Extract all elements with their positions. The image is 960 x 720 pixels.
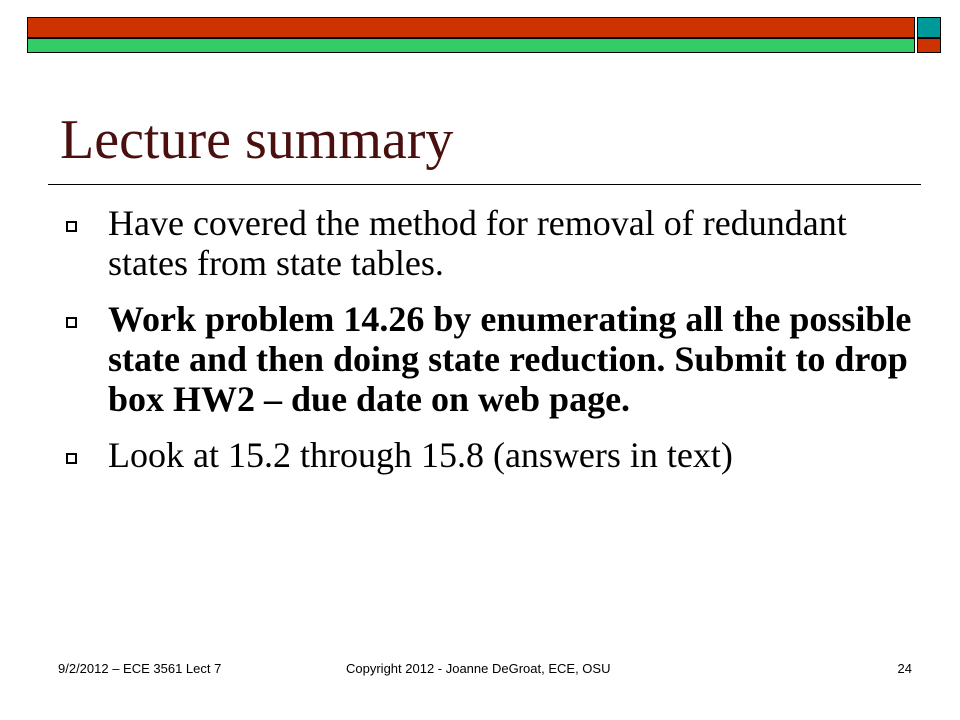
header-bar-red: [27, 17, 915, 38]
bullet-item: [62, 435, 912, 475]
footer-page-number: 24: [897, 661, 912, 676]
bullet-text: Look at 15.2 through 15.8 (answers in text): [108, 435, 733, 475]
header-corner-red: [917, 38, 941, 53]
square-bullet-icon: [66, 221, 77, 232]
header-corner-teal: [917, 17, 941, 38]
bullet-text: Have covered the method for removal of redundant states from state tables.: [108, 203, 847, 283]
square-bullet-icon: [66, 317, 77, 328]
bullet-text: Work problem 14.26 by enumerating all the possible state and then doing state reduction. Submit to drop box HW2 – due date on web page.: [108, 299, 912, 419]
header-bar-green: [27, 38, 915, 53]
footer-date-course: 9/2/2012 – ECE 3561 Lect 7: [58, 661, 222, 676]
bullet-item: [62, 299, 912, 419]
slide-title: Lecture summary: [60, 109, 454, 171]
bullet-list: [62, 203, 912, 475]
square-bullet-icon: [66, 453, 77, 464]
bullet-item: [62, 203, 912, 283]
footer-copyright: Copyright 2012 - Joanne DeGroat, ECE, OSU: [346, 661, 611, 676]
title-divider: [48, 184, 921, 185]
